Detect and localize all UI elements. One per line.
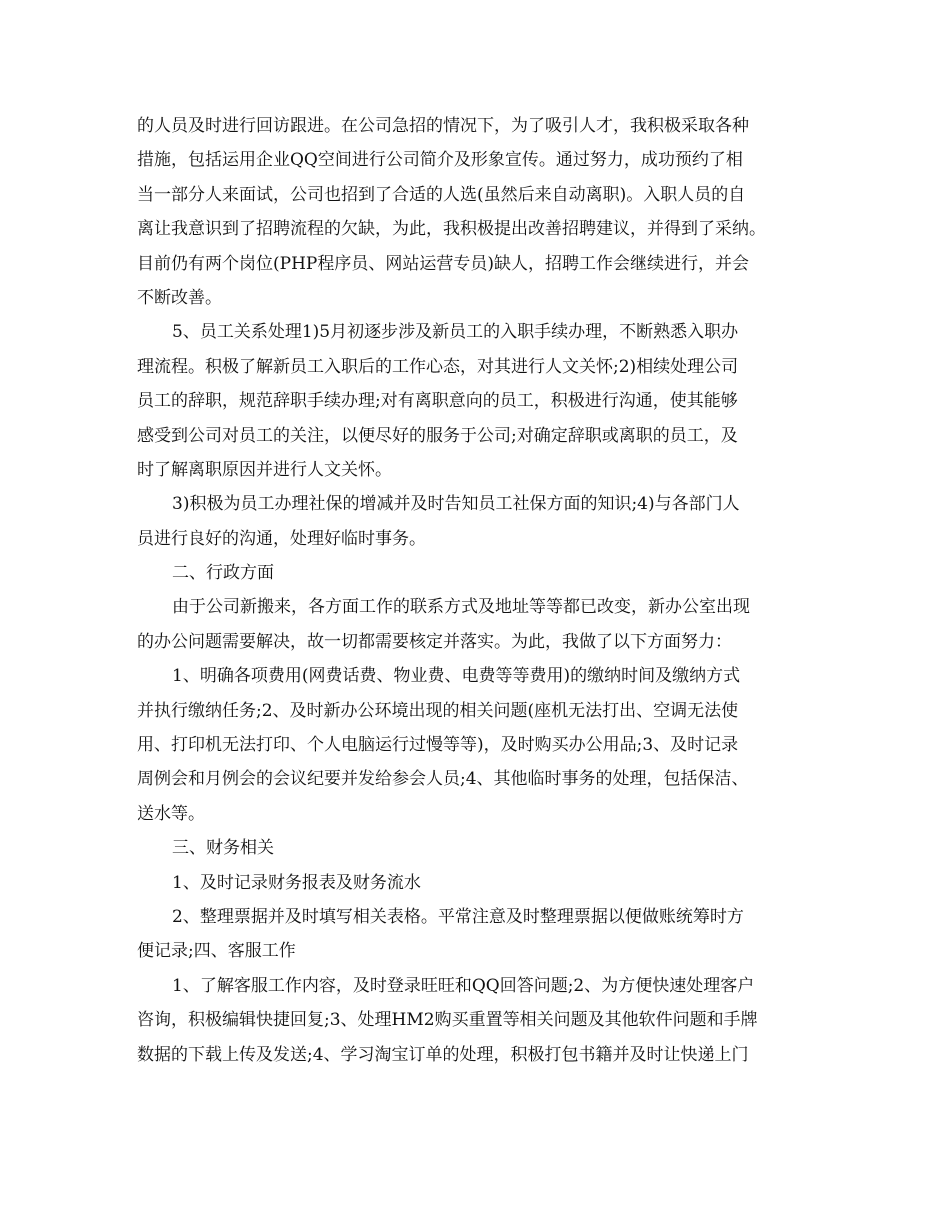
text-line: 感受到公司对员工的关注，以便尽好的服务于公司;对确定辞职或离职的员工，及 [137, 425, 738, 446]
text-line: 二、行政方面 [172, 563, 274, 584]
text-line: 当一部分人来面试，公司也招到了合适的人选(虽然后来自动离职)。入职人员的自 [137, 184, 746, 205]
text-line: 的办公问题需要解决，故一切都需要核定并落实。为此，我做了以下方面努力： [137, 631, 732, 652]
text-line: 1、了解客服工作内容，及时登录旺旺和QQ回答问题;2、为方便快速处理客户 [172, 975, 755, 996]
document-body [137, 109, 817, 1072]
text-line: 目前仍有两个岗位(PHP程序员、网站运营专员)缺人，招聘工作会继续进行，并会 [137, 253, 749, 274]
text-line: 1、及时记录财务报表及财务流水 [172, 872, 421, 893]
text-line: 5、员工关系处理1)5月初逐步涉及新员工的入职手续办理，不断熟悉入职办 [172, 322, 739, 343]
text-line: 送水等。 [137, 803, 205, 824]
text-line: 时了解离职原因并进行人文关怀。 [137, 459, 392, 480]
text-line: 数据的下载上传及发送;4、学习淘宝订单的处理，积极打包书籍并及时让快递上门 [137, 1044, 749, 1065]
text-line: 便记录;四、客服工作 [137, 941, 296, 962]
text-line: 用、打印机无法打印、个人电脑运行过慢等等)，及时购买办公用品;3、及时记录 [137, 735, 739, 756]
text-line: 周例会和月例会的会议纪要并发给参会人员;4、其他临时事务的处理，包括保洁、 [137, 769, 749, 790]
text-line: 由于公司新搬来，各方面工作的联系方式及地址等等都已改变，新办公室出现 [172, 597, 750, 618]
text-line: 咨询，积极编辑快捷回复;3、处理HM2购买重置等相关问题及其他软件问题和手牌 [137, 1010, 758, 1031]
text-line: 员进行良好的沟通，处理好临时事务。 [137, 528, 426, 549]
text-line: 措施，包括运用企业QQ空间进行公司简介及形象宣传。通过努力，成功预约了相 [137, 150, 743, 171]
text-line: 并执行缴纳任务;2、及时新办公环境出现的相关问题(座机无法打出、空调无法使 [137, 700, 739, 721]
text-line: 的人员及时进行回访跟进。在公司急招的情况下，为了吸引人才，我积极采取各种 [137, 116, 749, 136]
text-line: 不断改善。 [137, 287, 222, 308]
text-line: 理流程。积极了解新员工入职后的工作心态，对其进行人文关怀;2)相续处理公司 [137, 356, 739, 377]
text-line: 离让我意识到了招聘流程的欠缺，为此，我积极提出改善招聘建议，并得到了采纳。 [137, 219, 766, 240]
text-line: 2、整理票据并及时填写相关表格。平常注意及时整理票据以便做账统筹时方 [172, 906, 744, 927]
text-line: 员工的辞职，规范辞职手续办理;对有离职意向的员工，积极进行沟通，使其能够 [137, 391, 738, 412]
text-line: 三、财务相关 [172, 838, 274, 859]
text-line: 3)积极为员工办理社保的增减并及时告知员工社保方面的知识;4)与各部门人 [172, 494, 740, 515]
text-line: 1、明确各项费用(网费话费、物业费、电费等等费用)的缴纳时间及缴纳方式 [172, 666, 741, 687]
